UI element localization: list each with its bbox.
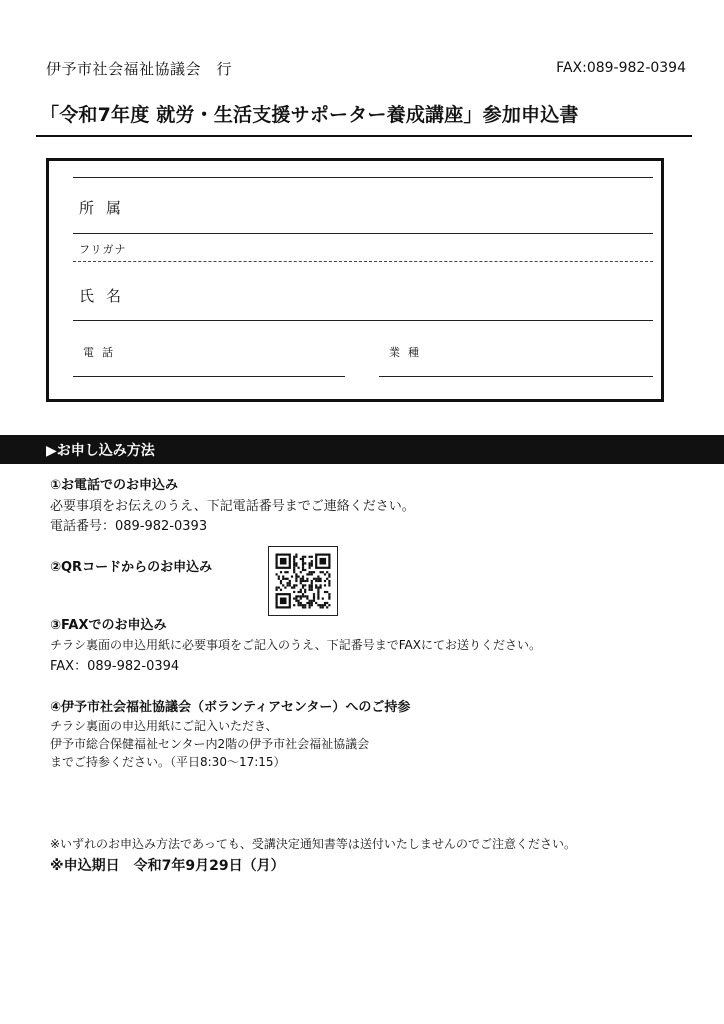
footer-note: ※いずれのお申込み方法であっても、受講決定通知書等は送付いたしませんのでご注意ください。 <box>50 837 576 851</box>
affiliation-label: 所属 <box>79 199 134 217</box>
application-deadline: ※申込期日 令和7年9月29日（月） <box>50 858 285 874</box>
method-phone-number: 電話番号：089-982-0393 <box>50 519 208 534</box>
form-top-rule <box>73 177 653 178</box>
method-fax-number: FAX：089-982-0394 <box>50 659 180 674</box>
method-fax-text: チラシ裏面の申込用紙に必要事項をご記入のうえ、下記番号までFAXにてお送りください。 <box>50 638 541 652</box>
furigana-label: フリガナ <box>79 243 127 256</box>
recipient-line: 伊予市社会福祉協議会 行 <box>46 60 233 78</box>
affiliation-field[interactable] <box>73 233 653 234</box>
name-field[interactable] <box>73 320 653 321</box>
header-fax-number: FAX:089-982-0394 <box>556 60 686 76</box>
phone-field[interactable] <box>73 376 345 377</box>
method-phone-heading: ①お電話でのお申込み <box>50 478 179 493</box>
industry-label: 業種 <box>389 346 427 359</box>
section-title: ▶お申し込み方法 <box>46 443 155 459</box>
industry-field[interactable] <box>379 376 653 377</box>
name-label: 氏名 <box>79 287 134 305</box>
method-visit-heading: ④伊予市社会福祉協議会（ボランティアセンター）へのご持参 <box>50 700 411 715</box>
method-visit-line1: チラシ裏面の申込用紙にご記入いただき、 <box>50 719 278 733</box>
page-title: 「令和7年度 就労・生活支援サポーター養成講座」参加申込書 <box>40 104 579 126</box>
qr-code[interactable] <box>268 546 338 616</box>
phone-label: 電話 <box>83 346 121 359</box>
section-header <box>0 435 724 464</box>
furigana-field[interactable] <box>73 261 653 262</box>
method-phone-text: 必要事項をお伝えのうえ、下記電話番号までご連絡ください。 <box>50 499 415 514</box>
method-visit-line2: 伊予市総合保健福祉センター内2階の伊予市社会福祉協議会 <box>50 737 370 751</box>
title-underline <box>36 135 692 137</box>
method-visit-line3: までご持参ください。（平日8:30〜17:15） <box>50 755 286 769</box>
method-qr-heading: ②QRコードからのお申込み <box>50 560 213 575</box>
qr-code-graphic <box>269 547 337 615</box>
method-fax-heading: ③FAXでのお申込み <box>50 618 167 633</box>
application-form <box>46 158 664 402</box>
